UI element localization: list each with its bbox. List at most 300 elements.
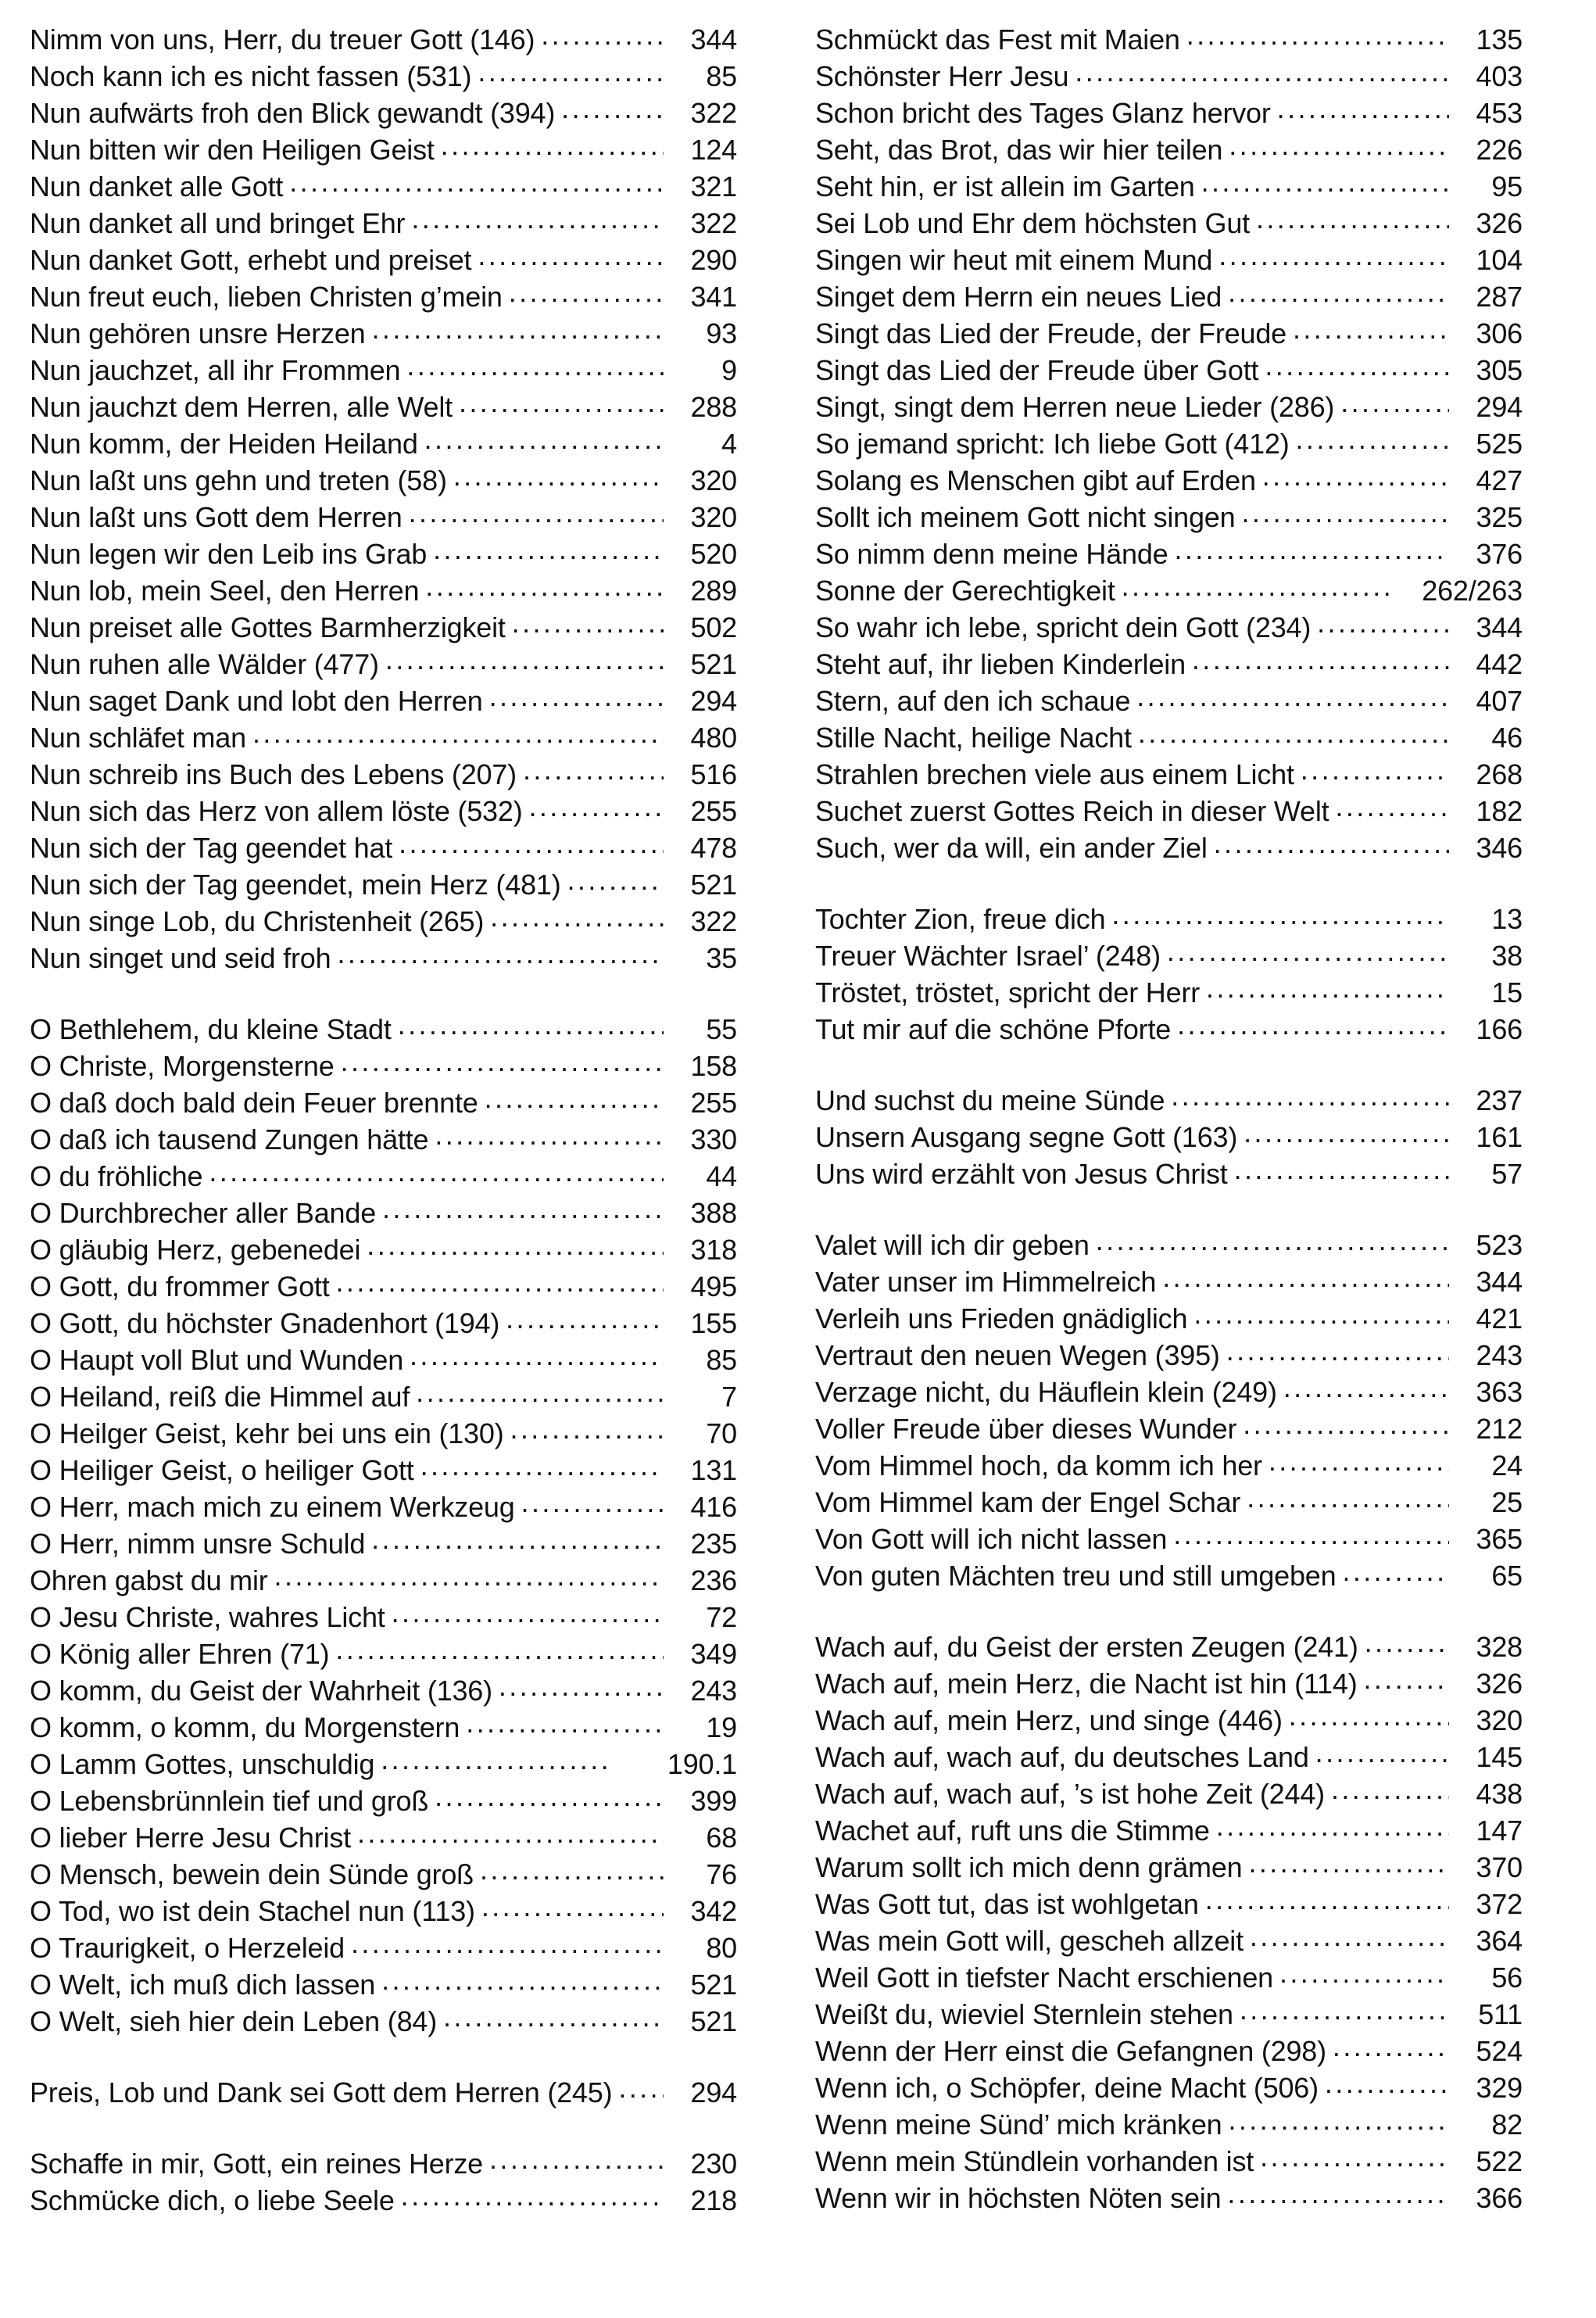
dot-leader [1241,499,1449,527]
dot-leader [1206,974,1449,1002]
entry-title: Von Gott will ich nicht lassen [815,1523,1168,1555]
entry-page-number: 524 [1476,2035,1523,2067]
entry-page-number: 349 [690,1638,737,1670]
index-entry[interactable] [815,58,1523,95]
dot-leader [1247,1484,1449,1512]
dot-leader [337,940,664,968]
index-entry[interactable] [30,1378,737,1415]
index-entry[interactable] [30,1856,737,1893]
index-entry[interactable] [815,1484,1523,1521]
dot-leader [409,499,664,527]
index-entry[interactable] [815,205,1523,242]
entry-title: Sollt ich meinem Gott nicht singen [815,501,1236,533]
dot-leader [1177,1011,1449,1039]
dot-leader [341,1048,664,1076]
index-entry[interactable] [815,609,1523,646]
entry-page-number: 329 [1476,2072,1523,2104]
entry-title: Warum sollt ich mich denn grämen [815,1851,1243,1883]
dot-leader [1193,1300,1449,1328]
entry-page-number: 344 [1476,611,1523,643]
index-entry[interactable] [30,1415,737,1452]
index-entry[interactable] [815,389,1523,425]
index-entry[interactable] [815,719,1523,756]
entry-page-number: 427 [1476,464,1523,496]
entry-page-number: 326 [1476,1668,1523,1700]
entry-title: O Christe, Morgensterne [30,1050,335,1082]
index-entry[interactable] [815,1410,1523,1447]
index-entry[interactable] [815,793,1523,829]
index-entry[interactable] [30,1819,737,1856]
dot-leader [481,1893,664,1921]
index-entry[interactable] [30,499,737,536]
entry-page-number: 255 [690,1087,737,1119]
dot-leader [510,1415,664,1443]
dot-leader [1365,1628,1449,1657]
entry-page-number: 521 [690,1969,737,2001]
index-entry[interactable] [815,572,1523,609]
dot-leader [1227,2180,1449,2208]
index-entry[interactable] [30,1929,737,1966]
dot-leader [1331,1775,1449,1804]
index-entry[interactable] [815,1227,1523,1263]
dot-leader [1265,352,1449,380]
entry-title: Uns wird erzählt von Jesus Christ [815,1158,1228,1190]
index-entry[interactable] [30,1305,737,1342]
entry-page-number: 438 [1476,1778,1523,1810]
entry-page-number: 15 [1491,976,1523,1009]
entry-page-number: 255 [690,795,737,827]
entry-page-number: 453 [1476,97,1523,129]
entry-title: O Herr, nimm unsre Schuld [30,1528,366,1560]
index-entry[interactable] [815,1739,1523,1775]
entry-title: O lieber Herre Jesu Christ [30,1822,351,1854]
index-entry[interactable] [815,1886,1523,1922]
letter-group-o [30,1011,737,2040]
index-entry[interactable] [815,1996,1523,2033]
dot-leader [399,829,664,858]
dot-leader [1243,1410,1449,1438]
dot-leader [1234,1155,1449,1184]
index-entry[interactable] [30,352,737,389]
index-entry[interactable] [30,940,737,976]
dot-leader [209,1158,664,1186]
dot-leader [411,205,664,233]
index-entry[interactable] [815,499,1523,536]
entry-page-number: 268 [1476,758,1523,790]
index-entry[interactable] [30,1599,737,1635]
index-entry[interactable] [30,1709,737,1746]
index-entry[interactable] [815,829,1523,866]
entry-title: So wahr ich lebe, spricht dein Gott (234) [815,611,1312,643]
index-entry[interactable] [815,1337,1523,1374]
index-entry[interactable] [30,1452,737,1489]
index-entry[interactable] [30,168,737,205]
index-entry[interactable] [815,1447,1523,1484]
entry-title: Nun gehören unsre Herzen [30,317,366,349]
index-entry[interactable] [30,1746,737,1782]
index-entry[interactable] [815,536,1523,572]
index-entry[interactable] [815,1082,1523,1119]
dot-leader [382,1195,664,1223]
entry-title: Nun jauchzet, all ihr Frommen [30,354,401,386]
index-entry[interactable] [30,756,737,793]
entry-title: Nun jauchzt dem Herren, alle Welt [30,391,453,423]
entry-page-number: 56 [1491,1962,1523,1994]
entry-page-number: 320 [690,464,737,496]
index-entry[interactable] [30,21,737,58]
dot-leader [1226,1337,1449,1365]
dot-leader [433,536,664,564]
dot-leader [1315,1739,1449,1767]
index-entry[interactable] [815,2033,1523,2069]
entry-title: Treuer Wächter Israel’ (248) [815,940,1161,972]
entry-page-number: 85 [706,60,737,92]
index-entry[interactable] [815,1263,1523,1300]
entry-title: O Mensch, bewein dein Sünde groß [30,1858,474,1890]
index-entry[interactable] [30,609,737,646]
dot-leader [1335,793,1449,821]
index-entry[interactable] [815,1922,1523,1959]
index-entry[interactable] [30,2182,737,2219]
entry-title: Nun legen wir den Leib ins Grab [30,538,428,570]
dot-leader [1262,462,1449,490]
entry-title: Nun schreib ins Buch des Lebens (207) [30,758,517,790]
entry-page-number: 288 [690,391,737,423]
index-entry[interactable] [815,462,1523,499]
entry-title: Unsern Ausgang segne Gott (163) [815,1121,1238,1153]
entry-title: Singen wir heut mit einem Mund [815,244,1213,276]
entry-title: Nun danket alle Gott [30,170,284,202]
index-entry[interactable] [815,1155,1523,1192]
index-entry[interactable] [30,278,737,315]
index-entry[interactable] [815,756,1523,793]
entry-title: Weißt du, wieviel Sternlein stehen [815,1998,1233,2030]
entry-title: Nun danket all und bringet Ehr [30,207,406,239]
entry-title: Wenn wir in höchsten Nöten sein [815,2182,1222,2214]
index-entry[interactable] [815,901,1523,937]
dot-leader [1216,1812,1449,1840]
entry-page-number: 525 [1476,428,1523,460]
entry-title: Nun sich das Herz von allem löste (532) [30,795,523,827]
dot-leader [1218,242,1449,270]
entry-title: Tut mir auf die schöne Pforte [815,1013,1172,1045]
letter-group-v [815,1227,1523,1594]
index-entry[interactable] [30,425,737,462]
index-entry[interactable] [30,1195,737,1231]
dot-leader [459,389,664,417]
entry-title: O Heiliger Geist, o heiliger Gott [30,1454,414,1486]
entry-page-number: 80 [706,1932,737,1964]
index-entry[interactable] [30,2003,737,2040]
dot-leader [1296,425,1449,453]
index-entry[interactable] [30,1084,737,1121]
index-entry[interactable] [30,646,737,683]
index-entry[interactable] [30,1672,737,1709]
entry-page-number: 495 [690,1270,737,1302]
index-entry[interactable] [815,352,1523,389]
index-entry[interactable] [30,315,737,352]
index-entry[interactable] [30,2074,737,2111]
entry-page-number: 72 [706,1601,737,1633]
index-column-right-column [815,21,1523,2318]
entry-page-number: 70 [706,1417,737,1449]
entry-page-number: 38 [1491,940,1523,972]
entry-title: O du fröhliche [30,1160,203,1192]
entry-page-number: 25 [1491,1486,1523,1518]
index-entry[interactable] [815,2143,1523,2180]
entry-page-number: 85 [706,1344,737,1376]
index-entry[interactable] [30,719,737,756]
index-entry[interactable] [30,389,737,425]
dot-leader [1205,1886,1449,1914]
letter-group-w [815,1628,1523,2216]
entry-page-number: 237 [1476,1084,1523,1116]
entry-title: Und suchst du meine Sünde [815,1084,1165,1116]
index-entry[interactable] [30,1525,737,1562]
index-entry[interactable] [815,425,1523,462]
index-entry[interactable] [30,2145,737,2182]
index-entry[interactable] [815,1521,1523,1557]
entry-title: Valet will ich dir geben [815,1229,1090,1261]
entry-title: O Gott, du höchster Gnadenhort (194) [30,1307,500,1339]
entry-page-number: 4 [721,428,737,460]
entry-title: Nun sich der Tag geendet, mein Herz (481) [30,869,561,901]
dot-leader [1277,95,1449,123]
index-entry[interactable] [30,903,737,940]
entry-title: Such, wer da will, ein ander Ziel [815,832,1208,864]
entry-page-number: 388 [690,1197,737,1229]
entry-page-number: 9 [721,354,737,386]
entry-page-number: 399 [690,1785,737,1817]
dot-leader [618,2074,664,2102]
dot-leader [1248,1849,1449,1877]
index-entry[interactable] [30,1342,737,1378]
entry-title: Wenn der Herr einst die Gefangnen (298) [815,2035,1326,2067]
entry-page-number: 370 [1476,1851,1523,1883]
index-entry[interactable] [815,95,1523,131]
entry-title: Nun sich der Tag geendet hat [30,832,393,864]
index-column-left-column [30,21,737,2318]
dot-leader [1250,1922,1449,1951]
entry-title: Strahlen brechen viele aus einem Licht [815,758,1294,790]
dot-leader [561,95,664,123]
index-entry[interactable] [30,462,737,499]
index-entry[interactable] [30,1011,737,1048]
entry-page-number: 55 [706,1013,737,1045]
entry-title: O Gott, du frommer Gott [30,1270,330,1302]
entry-title: Vertraut den neuen Wegen (395) [815,1339,1220,1371]
index-entry[interactable] [30,683,737,719]
entry-page-number: 325 [1476,501,1523,533]
dot-leader [509,278,664,306]
index-entry[interactable] [30,1048,737,1084]
entry-page-number: 65 [1491,1560,1523,1592]
dot-leader [371,1525,664,1553]
dot-leader [351,1929,664,1958]
entry-title: Nun freut euch, lieben Christen g’mein [30,281,503,313]
entry-page-number: 243 [1476,1339,1523,1371]
dot-leader [1162,1263,1449,1292]
entry-page-number: 502 [690,611,737,643]
index-entry[interactable] [30,1158,737,1195]
dot-leader [443,2003,664,2031]
index-entry[interactable] [30,131,737,168]
index-entry[interactable] [30,1635,737,1672]
entry-title: Solang es Menschen gibt auf Erden [815,464,1256,496]
index-entry[interactable] [815,21,1523,58]
dot-leader [1342,1557,1449,1585]
entry-page-number: 95 [1491,170,1523,202]
entry-title: Ohren gabst du mir [30,1564,268,1596]
entry-title: Nun preiset alle Gottes Barmherzigkeit [30,611,506,643]
index-entry[interactable] [30,572,737,609]
entry-page-number: 124 [690,134,737,166]
entry-page-number: 294 [690,685,737,717]
index-entry[interactable] [815,2180,1523,2216]
dot-leader [381,1966,664,1994]
entry-page-number: 306 [1476,317,1523,349]
index-entry[interactable] [815,1300,1523,1337]
dot-leader [435,1782,664,1811]
dot-leader [420,1452,664,1480]
index-entry[interactable] [815,278,1523,315]
entry-title: Verleih uns Frieden gnädiglich [815,1302,1188,1335]
index-entry[interactable] [30,242,737,278]
entry-page-number: 93 [706,317,737,349]
index-entry[interactable] [815,2106,1523,2143]
entry-page-number: 318 [690,1234,737,1266]
entry-page-number: 243 [690,1675,737,1707]
entry-title: Nun lob, mein Seel, den Herren [30,575,420,607]
entry-page-number: 76 [706,1858,737,1890]
entry-title: Nun komm, der Heiden Heiland [30,428,418,460]
index-entry[interactable] [815,131,1523,168]
entry-title: Steht auf, ihr lieben Kinderlein [815,648,1186,680]
dot-leader [489,2145,664,2173]
index-entry[interactable] [30,1893,737,1929]
dot-leader [1289,1702,1449,1730]
index-entry[interactable] [815,1011,1523,1048]
entry-title: Nun aufwärts froh den Blick gewandt (394) [30,97,556,129]
dot-leader [357,1819,664,1847]
dot-leader [435,1121,664,1149]
index-entry[interactable] [815,646,1523,683]
letter-group-s [815,21,1523,866]
index-entry[interactable] [815,1702,1523,1739]
index-entry[interactable] [30,866,737,903]
index-entry[interactable] [815,1665,1523,1702]
index-entry[interactable] [30,1268,737,1305]
entry-page-number: 82 [1491,2108,1523,2141]
index-entry[interactable] [30,536,737,572]
dot-leader [1214,829,1449,858]
index-entry[interactable] [815,974,1523,1011]
index-entry[interactable] [815,1557,1523,1594]
entry-page-number: 320 [690,501,737,533]
entry-title: Nun danket Gott, erhebt und preiset [30,244,472,276]
entry-page-number: 190.1 [667,1748,737,1780]
entry-title: O Durchbrecher aller Bande [30,1197,377,1229]
dot-leader [1111,901,1449,929]
dot-leader [1138,719,1449,747]
index-entry[interactable] [815,1849,1523,1886]
entry-title: Verzage nicht, du Häuflein klein (249) [815,1376,1277,1408]
dot-leader [567,866,664,894]
index-entry[interactable] [815,1374,1523,1410]
index-entry[interactable] [30,1489,737,1525]
entry-page-number: 57 [1491,1158,1523,1190]
index-entry[interactable] [30,829,737,866]
index-entry[interactable] [30,58,737,95]
entry-page-number: 147 [1476,1815,1523,1847]
entry-page-number: 521 [690,648,737,680]
entry-title: Weil Gott in tiefster Nacht erschienen [815,1962,1273,1994]
entry-page-number: 330 [690,1123,737,1155]
index-entry[interactable] [30,1966,737,2003]
index-entry[interactable] [815,1812,1523,1849]
entry-title: Nimm von uns, Herr, du treuer Gott (146) [30,23,535,56]
entry-title: Wenn mein Stündlein vorhanden ist [815,2145,1254,2177]
entry-page-number: 294 [1476,391,1523,423]
entry-page-number: 19 [706,1711,737,1743]
index-entry[interactable] [30,205,737,242]
entry-page-number: 322 [690,97,737,129]
index-entry[interactable] [815,1628,1523,1665]
entry-page-number: 7 [721,1381,737,1413]
index-entry[interactable] [30,1782,737,1819]
index-entry[interactable] [815,315,1523,352]
index-entry[interactable] [30,1231,737,1268]
index-entry[interactable] [815,2069,1523,2106]
entry-title: Vom Himmel hoch, da komm ich her [815,1449,1262,1481]
dot-leader [1363,1665,1449,1693]
entry-title: Wachet auf, ruft uns die Stimme [815,1815,1210,1847]
index-entry[interactable] [815,1959,1523,1996]
index-entry[interactable] [815,168,1523,205]
entry-page-number: 68 [706,1822,737,1854]
index-entry[interactable] [815,683,1523,719]
entry-title: Vom Himmel kam der Engel Schar [815,1486,1241,1518]
entry-title: Sonne der Gerechtigkeit [815,575,1115,607]
index-entry[interactable] [30,1562,737,1599]
entry-page-number: 218 [690,2184,737,2216]
index-entry[interactable] [30,95,737,131]
entry-title: O König aller Ehren (71) [30,1638,330,1670]
dot-leader [398,1011,664,1039]
index-entry[interactable] [815,937,1523,974]
index-entry[interactable] [815,1775,1523,1812]
entry-page-number: 290 [690,244,737,276]
dot-leader [480,1856,664,1884]
entry-page-number: 344 [690,23,737,56]
dot-leader [416,1378,664,1406]
entry-page-number: 365 [1476,1523,1523,1555]
entry-title: O Tod, wo ist dein Stachel nun (113) [30,1895,475,1927]
entry-page-number: 326 [1476,207,1523,239]
entry-title: Nun schläfet man [30,722,246,754]
dot-leader [489,683,664,711]
index-entry[interactable] [815,242,1523,278]
index-entry[interactable] [30,793,737,829]
index-entry[interactable] [30,1121,737,1158]
dot-leader [528,793,664,821]
entry-page-number: 416 [690,1491,737,1523]
index-entry[interactable] [815,1119,1523,1155]
dot-leader [1283,1374,1449,1402]
entry-title: Wach auf, mein Herz, und singe (446) [815,1704,1283,1736]
entry-title: Schaffe in mir, Gott, ein reines Herze [30,2148,484,2180]
entry-title: O komm, o komm, du Morgenstern [30,1711,460,1743]
